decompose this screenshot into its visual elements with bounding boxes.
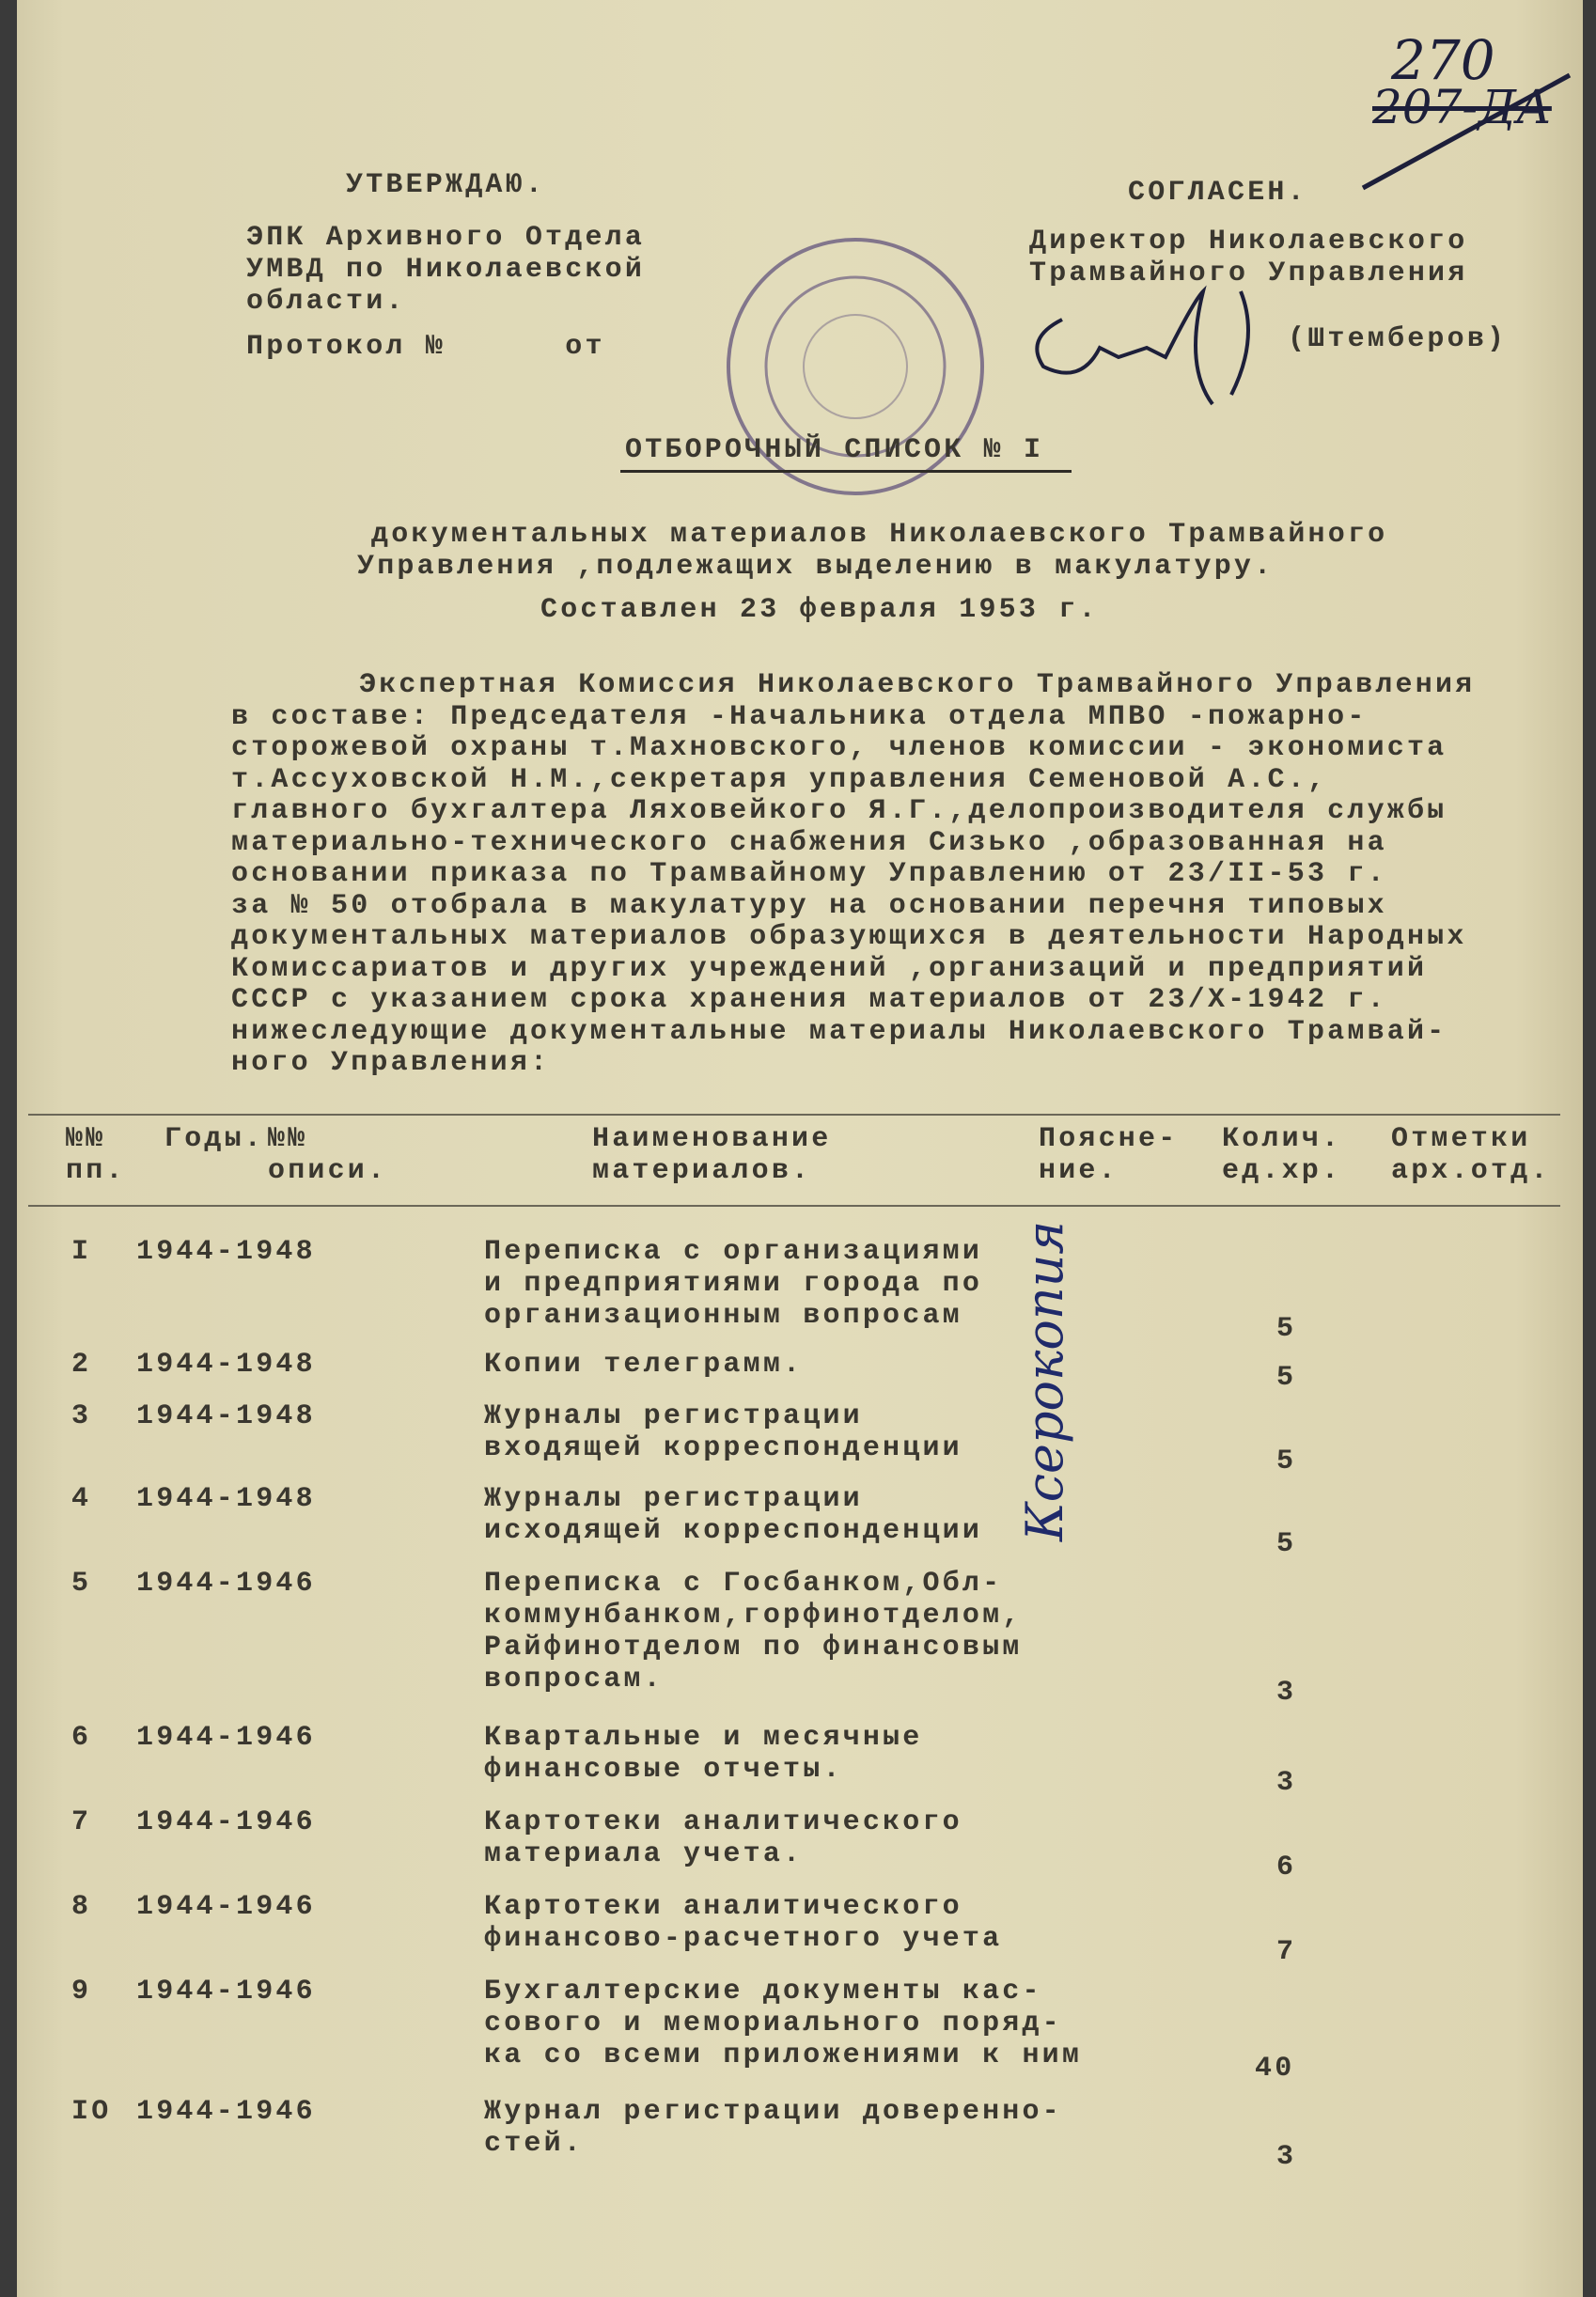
column-header: Наименование — [592, 1123, 832, 1155]
row-material-name: финансово-расчетного учета — [484, 1923, 1003, 1955]
body-line: сторожевой охраны т.Махновского, членов комиссии - экономиста — [231, 732, 1447, 764]
column-header: Колич. — [1222, 1123, 1342, 1155]
column-header: Поясне- — [1039, 1123, 1179, 1155]
row-material-name: и предприятиями города по — [484, 1268, 983, 1300]
row-years: 1944-1946 — [136, 2096, 316, 2128]
column-header: №№ — [66, 1123, 106, 1155]
row-material-name: Переписка с Госбанком,Обл- — [484, 1568, 1003, 1600]
column-header: ед.хр. — [1222, 1155, 1342, 1187]
column-header: материалов. — [592, 1155, 812, 1187]
row-material-name: входящей корреспонденции — [484, 1432, 962, 1464]
body-line: Экспертная Комиссия Николаевского Трамвайного Управления — [359, 669, 1476, 701]
column-header: арх.отд. — [1391, 1155, 1551, 1187]
margin-note: Ксерокопия — [1015, 1220, 1074, 1541]
row-number: 7 — [71, 1806, 92, 1838]
row-material-name: вопросам. — [484, 1664, 664, 1695]
compiled-date: Составлен 23 февраля 1953 г. — [540, 594, 1099, 626]
table-top-rule — [28, 1114, 1560, 1116]
row-number: 9 — [71, 1976, 92, 2008]
body-line: документальных материалов образующихся в деятельности Народных — [231, 921, 1467, 953]
body-line: СССР с указанием срока хранения материалов от 23/X-1942 г. — [231, 984, 1387, 1016]
body-line: материально-технического снабжения Сизько ,образованная на — [231, 826, 1387, 859]
row-count: 5 — [1276, 1528, 1297, 1560]
scan-edge-right — [1583, 0, 1596, 2297]
scan-edge-left — [0, 0, 17, 2297]
row-material-name: Журнал регистрации доверенно- — [484, 2096, 1062, 2128]
row-material-name: материала учета. — [484, 1838, 804, 1870]
row-number: I — [71, 1236, 92, 1268]
row-count: 40 — [1255, 2053, 1295, 2085]
row-years: 1944-1948 — [136, 1483, 316, 1515]
row-years: 1944-1948 — [136, 1400, 316, 1432]
row-number: 3 — [71, 1400, 92, 1432]
table-header-rule — [28, 1205, 1560, 1207]
row-number: 5 — [71, 1568, 92, 1600]
protocol-line: Протокол № от — [246, 331, 605, 363]
row-years: 1944-1946 — [136, 1891, 316, 1923]
row-years: 1944-1948 — [136, 1236, 316, 1268]
agreed-line-2: Трамвайного Управления — [1029, 258, 1468, 289]
row-number: 2 — [71, 1349, 92, 1381]
row-material-name: Райфинотделом по финансовым — [484, 1632, 1023, 1664]
approved-line-1: ЭПК Архивного Отдела — [246, 222, 646, 254]
list-title: ОТБОРОЧНЫЙ СПИСОК № I — [625, 434, 1044, 466]
row-material-name: Картотеки аналитического — [484, 1891, 962, 1923]
column-header: описи. — [268, 1155, 388, 1187]
row-material-name: Картотеки аналитического — [484, 1806, 962, 1838]
agreed-line-1: Директор Николаевского — [1029, 226, 1468, 258]
row-material-name: ка со всеми приложениями к ним — [484, 2039, 1083, 2071]
row-material-name: Копии телеграмм. — [484, 1349, 804, 1381]
body-line: ного Управления: — [231, 1047, 551, 1079]
body-line: нижеследующие документальные материалы Николаевского Трамвай- — [231, 1015, 1447, 1048]
body-line: т.Ассуховской Н.М.,секретаря управления Семеновой А.С., — [231, 763, 1328, 796]
row-count: 5 — [1276, 1445, 1297, 1477]
row-count: 3 — [1276, 1677, 1297, 1709]
row-material-name: исходящей корреспонденции — [484, 1515, 983, 1547]
agreed-heading: СОГЛАСЕН. — [1128, 177, 1307, 209]
body-line: основании приказа по Трамвайному Управлению от 23/II-53 г. — [231, 858, 1387, 890]
body-line: в составе: Председателя -Начальника отдела МПВО -пожарно- — [231, 700, 1368, 733]
row-count: 5 — [1276, 1362, 1297, 1394]
title-underline — [620, 470, 1072, 473]
row-material-name: стей. — [484, 2128, 585, 2160]
row-count: 5 — [1276, 1313, 1297, 1345]
row-material-name: финансовые отчеты. — [484, 1754, 843, 1786]
row-years: 1944-1946 — [136, 1976, 316, 2008]
column-header: №№ — [268, 1123, 308, 1155]
approved-line-2: УМВД по Николаевской — [246, 254, 646, 286]
approved-heading: УТВЕРЖДАЮ. — [346, 169, 546, 201]
crossout-stroke — [1353, 66, 1579, 197]
subtitle-line-2: Управления ,подлежащих выделению в макулатуру. — [357, 551, 1275, 583]
column-header: ние. — [1039, 1155, 1119, 1187]
body-line: главного бухгалтера Ляховейкого Я.Г.,делопроизводителя службы — [231, 795, 1447, 827]
row-number: 6 — [71, 1722, 92, 1754]
row-count: 3 — [1276, 1767, 1297, 1799]
row-years: 1944-1946 — [136, 1568, 316, 1600]
row-material-name: Квартальные и месячные — [484, 1722, 923, 1754]
row-years: 1944-1948 — [136, 1349, 316, 1381]
row-material-name: Бухгалтерские документы кас- — [484, 1976, 1042, 2008]
row-number: 4 — [71, 1483, 92, 1515]
row-material-name: коммунбанком,горфинотделом, — [484, 1600, 1023, 1632]
column-header: пп. — [66, 1155, 126, 1187]
column-header: Отметки — [1391, 1123, 1531, 1155]
old-archive-number: 207-ДА — [1372, 80, 1552, 134]
director-signature — [1025, 282, 1297, 423]
body-line: за № 50 отобрала в макулатуру на основании перечня типовых — [231, 889, 1387, 922]
archive-number: 270 — [1391, 28, 1495, 92]
column-header: Годы. — [164, 1123, 265, 1155]
row-years: 1944-1946 — [136, 1806, 316, 1838]
director-name: (Штемберов) — [1288, 323, 1508, 355]
row-material-name: Переписка с организациями — [484, 1236, 983, 1268]
approved-line-3: области. — [246, 286, 406, 318]
round-stamp — [710, 226, 1010, 536]
row-material-name: сового и мемориального поряд- — [484, 2008, 1062, 2039]
row-material-name: организационным вопросам — [484, 1300, 962, 1332]
row-material-name: Журналы регистрации — [484, 1400, 863, 1432]
row-number: 8 — [71, 1891, 92, 1923]
row-count: 3 — [1276, 2141, 1297, 2173]
row-material-name: Журналы регистрации — [484, 1483, 863, 1515]
subtitle-line-1: документальных материалов Николаевского Трамвайного — [371, 519, 1388, 551]
body-line: Комиссариатов и других учреждений ,организаций и предприятий — [231, 952, 1428, 985]
row-count: 7 — [1276, 1936, 1297, 1968]
row-count: 6 — [1276, 1852, 1297, 1883]
row-number: IO — [71, 2096, 112, 2128]
row-years: 1944-1946 — [136, 1722, 316, 1754]
